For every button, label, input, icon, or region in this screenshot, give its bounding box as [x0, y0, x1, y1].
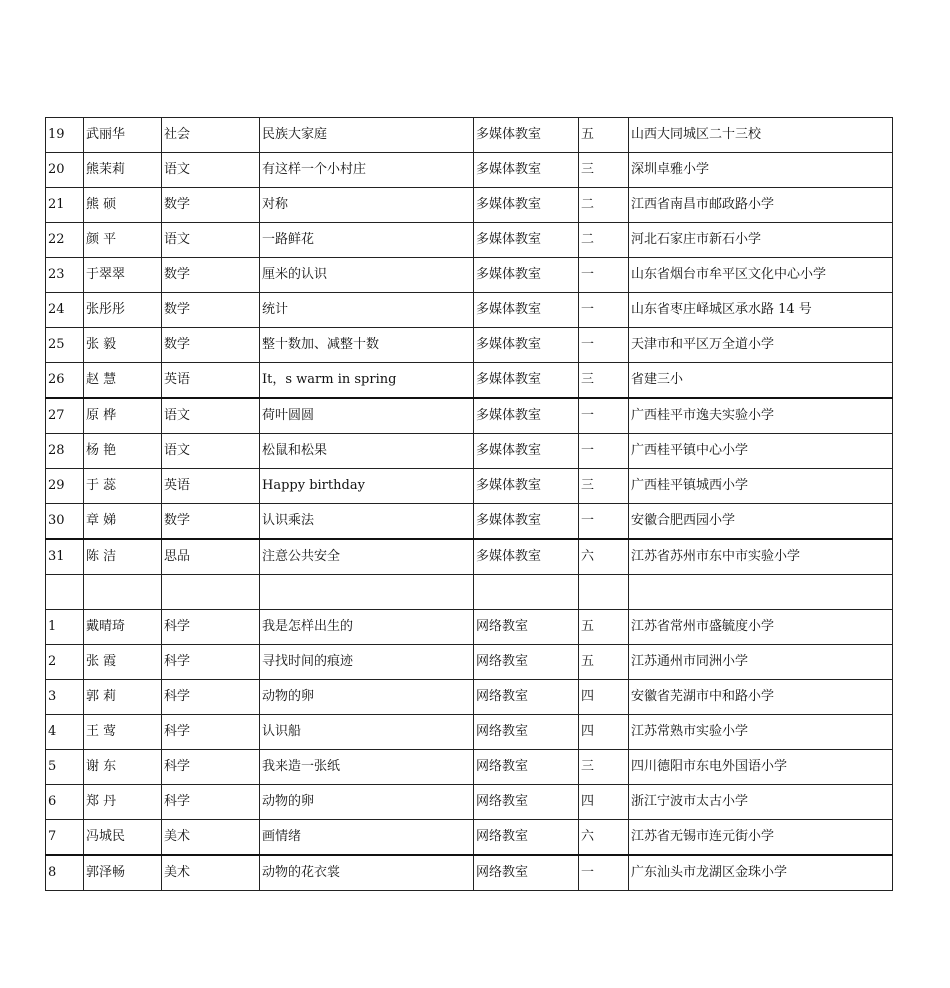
school-cell	[629, 575, 893, 610]
index-cell: 28	[46, 434, 84, 469]
subject-cell: 数学	[162, 258, 260, 293]
table-row	[46, 434, 893, 469]
table-row	[46, 469, 893, 504]
school-cell: 广东汕头市龙湖区金珠小学	[629, 855, 893, 891]
subject-cell: 科学	[162, 715, 260, 750]
index-cell: 30	[46, 504, 84, 540]
teacher-cell: 颜 平	[84, 223, 162, 258]
grade-cell: 四	[579, 715, 629, 750]
school-cell: 山东省烟台市牟平区文化中心小学	[629, 258, 893, 293]
table-row	[46, 820, 893, 856]
table-row	[46, 188, 893, 223]
index-cell: 1	[46, 610, 84, 645]
table-row	[46, 855, 893, 891]
lesson-title-cell	[260, 575, 474, 610]
index-cell: 26	[46, 363, 84, 399]
subject-cell: 科学	[162, 750, 260, 785]
grade-cell: 二	[579, 188, 629, 223]
lesson-title-cell: 动物的卵	[260, 785, 474, 820]
teacher-cell: 张彤彤	[84, 293, 162, 328]
lesson-title-cell: 寻找时间的痕迹	[260, 645, 474, 680]
school-cell: 广西桂平镇中心小学	[629, 434, 893, 469]
classroom-cell: 多媒体教室	[474, 258, 579, 293]
subject-cell	[162, 575, 260, 610]
teacher-cell: 熊茉莉	[84, 153, 162, 188]
teacher-cell: 冯城民	[84, 820, 162, 856]
school-cell: 江苏通州市同洲小学	[629, 645, 893, 680]
index-cell: 23	[46, 258, 84, 293]
index-cell: 6	[46, 785, 84, 820]
subject-cell: 社会	[162, 118, 260, 153]
school-cell: 天津市和平区万全道小学	[629, 328, 893, 363]
grade-cell: 三	[579, 750, 629, 785]
table-row	[46, 785, 893, 820]
lesson-title-cell: 一路鲜花	[260, 223, 474, 258]
grade-cell: 一	[579, 434, 629, 469]
schedule-table	[45, 117, 893, 891]
classroom-cell	[474, 575, 579, 610]
school-cell: 安徽省芜湖市中和路小学	[629, 680, 893, 715]
index-cell: 4	[46, 715, 84, 750]
table-row	[46, 680, 893, 715]
table-row	[46, 750, 893, 785]
school-cell: 江苏省苏州市东中市实验小学	[629, 539, 893, 575]
grade-cell: 六	[579, 820, 629, 856]
subject-cell: 英语	[162, 469, 260, 504]
school-cell: 广西桂平镇城西小学	[629, 469, 893, 504]
grade-cell: 四	[579, 680, 629, 715]
school-cell: 江苏常熟市实验小学	[629, 715, 893, 750]
grade-cell: 三	[579, 363, 629, 399]
grade-cell: 五	[579, 118, 629, 153]
lesson-title-cell: 整十数加、减整十数	[260, 328, 474, 363]
classroom-cell: 多媒体教室	[474, 118, 579, 153]
lesson-title-cell: 有这样一个小村庄	[260, 153, 474, 188]
index-cell: 19	[46, 118, 84, 153]
grade-cell: 五	[579, 645, 629, 680]
school-cell: 江苏省无锡市连元街小学	[629, 820, 893, 856]
classroom-cell: 网络教室	[474, 855, 579, 891]
teacher-cell: 于 蕊	[84, 469, 162, 504]
table-body	[46, 118, 893, 891]
subject-cell: 美术	[162, 820, 260, 856]
lesson-title-cell: 厘米的认识	[260, 258, 474, 293]
table-row	[46, 610, 893, 645]
teacher-cell: 赵 慧	[84, 363, 162, 399]
grade-cell: 三	[579, 469, 629, 504]
lesson-title-cell: 认识船	[260, 715, 474, 750]
table-row	[46, 258, 893, 293]
subject-cell: 思品	[162, 539, 260, 575]
teacher-cell: 戴晴琦	[84, 610, 162, 645]
table-row	[46, 223, 893, 258]
table-row	[46, 715, 893, 750]
subject-cell: 科学	[162, 645, 260, 680]
teacher-cell	[84, 575, 162, 610]
school-cell: 省建三小	[629, 363, 893, 399]
school-cell: 江苏省常州市盛毓度小学	[629, 610, 893, 645]
lesson-title-cell: 我是怎样出生的	[260, 610, 474, 645]
teacher-cell: 武丽华	[84, 118, 162, 153]
subject-cell: 科学	[162, 610, 260, 645]
lesson-title-cell: 统计	[260, 293, 474, 328]
classroom-cell: 网络教室	[474, 680, 579, 715]
subject-cell: 语文	[162, 434, 260, 469]
lesson-title-cell: 荷叶圆圆	[260, 398, 474, 434]
grade-cell: 一	[579, 504, 629, 540]
index-cell: 8	[46, 855, 84, 891]
index-cell: 31	[46, 539, 84, 575]
school-cell: 山东省枣庄峄城区承水路 14 号	[629, 293, 893, 328]
teacher-cell: 王 莺	[84, 715, 162, 750]
lesson-title-cell: 动物的卵	[260, 680, 474, 715]
classroom-cell: 多媒体教室	[474, 223, 579, 258]
index-cell: 21	[46, 188, 84, 223]
classroom-cell: 多媒体教室	[474, 363, 579, 399]
school-cell: 山西大同城区二十三校	[629, 118, 893, 153]
index-cell: 29	[46, 469, 84, 504]
classroom-cell: 网络教室	[474, 645, 579, 680]
teacher-cell: 张 霞	[84, 645, 162, 680]
index-cell: 27	[46, 398, 84, 434]
teacher-cell: 张 毅	[84, 328, 162, 363]
table-row	[46, 539, 893, 575]
index-cell	[46, 575, 84, 610]
lesson-title-cell: Happy birthday	[260, 469, 474, 504]
lesson-title-cell: 民族大家庭	[260, 118, 474, 153]
grade-cell: 一	[579, 258, 629, 293]
school-cell: 四川德阳市东电外国语小学	[629, 750, 893, 785]
lesson-title-cell: 松鼠和松果	[260, 434, 474, 469]
school-cell: 广西桂平市逸夫实验小学	[629, 398, 893, 434]
lesson-title-cell: 注意公共安全	[260, 539, 474, 575]
teacher-cell: 原 桦	[84, 398, 162, 434]
classroom-cell: 多媒体教室	[474, 504, 579, 540]
blank-row	[46, 575, 893, 610]
subject-cell: 语文	[162, 223, 260, 258]
classroom-cell: 网络教室	[474, 610, 579, 645]
subject-cell: 英语	[162, 363, 260, 399]
classroom-cell: 多媒体教室	[474, 293, 579, 328]
subject-cell: 语文	[162, 153, 260, 188]
index-cell: 25	[46, 328, 84, 363]
subject-cell: 数学	[162, 293, 260, 328]
school-cell: 深圳卓雅小学	[629, 153, 893, 188]
school-cell: 河北石家庄市新石小学	[629, 223, 893, 258]
grade-cell: 一	[579, 398, 629, 434]
teacher-cell: 于翠翠	[84, 258, 162, 293]
grade-cell: 三	[579, 153, 629, 188]
classroom-cell: 网络教室	[474, 785, 579, 820]
teacher-cell: 谢 东	[84, 750, 162, 785]
classroom-cell: 网络教室	[474, 715, 579, 750]
lesson-title-cell: 对称	[260, 188, 474, 223]
table-row	[46, 293, 893, 328]
lesson-title-cell: 我来造一张纸	[260, 750, 474, 785]
teacher-cell: 郑 丹	[84, 785, 162, 820]
subject-cell: 美术	[162, 855, 260, 891]
lesson-title-cell: It，s warm in spring	[260, 363, 474, 399]
teacher-cell: 郭泽畅	[84, 855, 162, 891]
lesson-title-cell: 动物的花衣裳	[260, 855, 474, 891]
school-cell: 安徽合肥西园小学	[629, 504, 893, 540]
table-row	[46, 118, 893, 153]
index-cell: 7	[46, 820, 84, 856]
table-row	[46, 363, 893, 399]
table-row	[46, 153, 893, 188]
index-cell: 5	[46, 750, 84, 785]
school-cell: 浙江宁波市太古小学	[629, 785, 893, 820]
classroom-cell: 多媒体教室	[474, 469, 579, 504]
subject-cell: 数学	[162, 504, 260, 540]
teacher-cell: 杨 艳	[84, 434, 162, 469]
classroom-cell: 多媒体教室	[474, 434, 579, 469]
grade-cell: 六	[579, 539, 629, 575]
classroom-cell: 多媒体教室	[474, 153, 579, 188]
subject-cell: 科学	[162, 785, 260, 820]
teacher-cell: 章 娣	[84, 504, 162, 540]
grade-cell: 五	[579, 610, 629, 645]
classroom-cell: 网络教室	[474, 820, 579, 856]
grade-cell: 二	[579, 223, 629, 258]
teacher-cell: 郭 莉	[84, 680, 162, 715]
classroom-cell: 多媒体教室	[474, 398, 579, 434]
classroom-cell: 网络教室	[474, 750, 579, 785]
teacher-cell: 熊 硕	[84, 188, 162, 223]
school-cell: 江西省南昌市邮政路小学	[629, 188, 893, 223]
index-cell: 20	[46, 153, 84, 188]
grade-cell: 一	[579, 293, 629, 328]
lesson-title-cell: 认识乘法	[260, 504, 474, 540]
subject-cell: 科学	[162, 680, 260, 715]
teacher-cell: 陈 洁	[84, 539, 162, 575]
index-cell: 24	[46, 293, 84, 328]
classroom-cell: 多媒体教室	[474, 188, 579, 223]
subject-cell: 数学	[162, 328, 260, 363]
grade-cell: 四	[579, 785, 629, 820]
subject-cell: 语文	[162, 398, 260, 434]
grade-cell: 一	[579, 855, 629, 891]
table-row	[46, 328, 893, 363]
index-cell: 3	[46, 680, 84, 715]
subject-cell: 数学	[162, 188, 260, 223]
index-cell: 2	[46, 645, 84, 680]
table-row	[46, 504, 893, 540]
grade-cell: 一	[579, 328, 629, 363]
grade-cell	[579, 575, 629, 610]
index-cell: 22	[46, 223, 84, 258]
classroom-cell: 多媒体教室	[474, 539, 579, 575]
table-row	[46, 398, 893, 434]
classroom-cell: 多媒体教室	[474, 328, 579, 363]
lesson-title-cell: 画情绪	[260, 820, 474, 856]
table-row	[46, 645, 893, 680]
